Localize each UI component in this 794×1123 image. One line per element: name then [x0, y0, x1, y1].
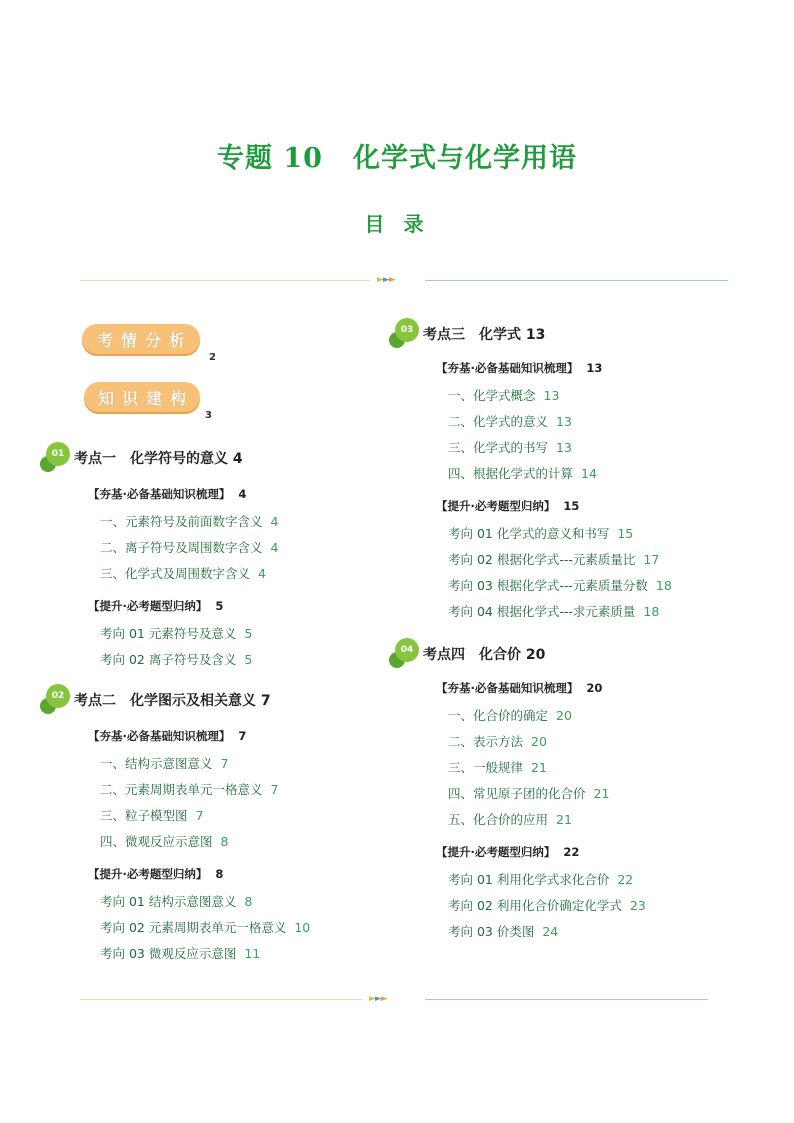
section-heading[interactable]: 【提升·必考题型归纳】 15: [436, 499, 580, 513]
toc-item[interactable]: 考向 02 根据化学式---元素质量比 17: [448, 552, 660, 567]
topic-number-icon: 04: [389, 638, 421, 670]
toc-item[interactable]: 三、化学式及周围数字含义 4: [100, 566, 266, 581]
toc-item[interactable]: 一、化学式概念 13: [448, 388, 560, 403]
badge-knowledge-construction-page: 3: [205, 410, 212, 421]
topic-heading[interactable]: 02 考点二 化学图示及相关意义 7: [40, 684, 271, 716]
section-heading[interactable]: 【提升·必考题型归纳】 8: [88, 867, 224, 881]
toc-item[interactable]: 考向 03 微观反应示意图 11: [100, 946, 261, 961]
toc-item[interactable]: 一、化合价的确定 20: [448, 708, 572, 723]
toc-item[interactable]: 考向 03 根据化学式---元素质量分数 18: [448, 578, 672, 593]
toc-item[interactable]: 考向 02 离子符号及含义 5: [100, 652, 253, 667]
page-title: [0, 136, 794, 175]
toc-item[interactable]: 考向 01 化学式的意义和书写 15: [448, 526, 634, 541]
toc-item[interactable]: 三、化学式的书写 13: [448, 440, 572, 455]
toc-title: 目 录: [364, 212, 430, 236]
topic-heading[interactable]: 03 考点三 化学式 13: [389, 318, 545, 350]
toc-item[interactable]: 四、根据化学式的计算 14: [448, 466, 597, 481]
toc-item[interactable]: 二、化学式的意义 13: [448, 414, 572, 429]
toc-item[interactable]: 二、离子符号及周围数字含义 4: [100, 540, 279, 555]
toc-item[interactable]: 五、化合价的应用 21: [448, 812, 572, 827]
badge-exam-analysis[interactable]: 考情分析: [82, 324, 200, 354]
topic-heading[interactable]: 01 考点一 化学符号的意义 4: [40, 442, 243, 474]
toc-item[interactable]: 考向 01 元素符号及意义 5: [100, 626, 253, 641]
topic-number-icon: 03: [389, 318, 421, 350]
toc-item[interactable]: 考向 01 利用化学式求化合价 22: [448, 872, 634, 887]
badge-exam-analysis-page: 2: [209, 352, 216, 363]
section-heading[interactable]: 【夯基·必备基础知识梳理】 20: [436, 681, 603, 695]
section-heading[interactable]: 【提升·必考题型归纳】 22: [436, 845, 580, 859]
toc-item[interactable]: 四、微观反应示意图 8: [100, 834, 229, 849]
toc-item[interactable]: 考向 03 价类图 24: [448, 924, 559, 939]
toc-item[interactable]: 四、常见原子团的化合价 21: [448, 786, 610, 801]
toc-item[interactable]: 一、结构示意图意义 7: [100, 756, 229, 771]
section-heading[interactable]: 【夯基·必备基础知识梳理】 7: [88, 729, 247, 743]
topic-number-icon: 02: [40, 684, 72, 716]
topic-heading[interactable]: 04 考点四 化合价 20: [389, 638, 545, 670]
title-main: 化学式与化学用语: [352, 143, 577, 174]
section-heading[interactable]: 【夯基·必备基础知识梳理】 4: [88, 487, 247, 501]
arrow-decoration-icon: ►►►: [369, 994, 387, 1004]
toc-item[interactable]: 考向 04 根据化学式---求元素质量 18: [448, 604, 660, 619]
badge-knowledge-construction[interactable]: 知识建构: [84, 382, 200, 412]
section-heading[interactable]: 【夯基·必备基础知识梳理】 13: [436, 361, 603, 375]
toc-item[interactable]: 考向 02 元素周期表单元一格意义 10: [100, 920, 311, 935]
section-heading[interactable]: 【提升·必考题型归纳】 5: [88, 599, 224, 613]
arrow-decoration-icon: ►►►: [377, 275, 395, 285]
toc-item[interactable]: 二、元素周期表单元一格意义 7: [100, 782, 279, 797]
title-prefix: 专题 10: [217, 143, 323, 174]
toc-item[interactable]: 三、一般规律 21: [448, 760, 547, 775]
toc-item[interactable]: 三、粒子模型图 7: [100, 808, 204, 823]
toc-item[interactable]: 二、表示方法 20: [448, 734, 547, 749]
toc-item[interactable]: 一、元素符号及前面数字含义 4: [100, 514, 279, 529]
topic-number-icon: 01: [40, 442, 72, 474]
toc-item[interactable]: 考向 02 利用化合价确定化学式 23: [448, 898, 646, 913]
toc-item[interactable]: 考向 01 结构示意图意义 8: [100, 894, 253, 909]
